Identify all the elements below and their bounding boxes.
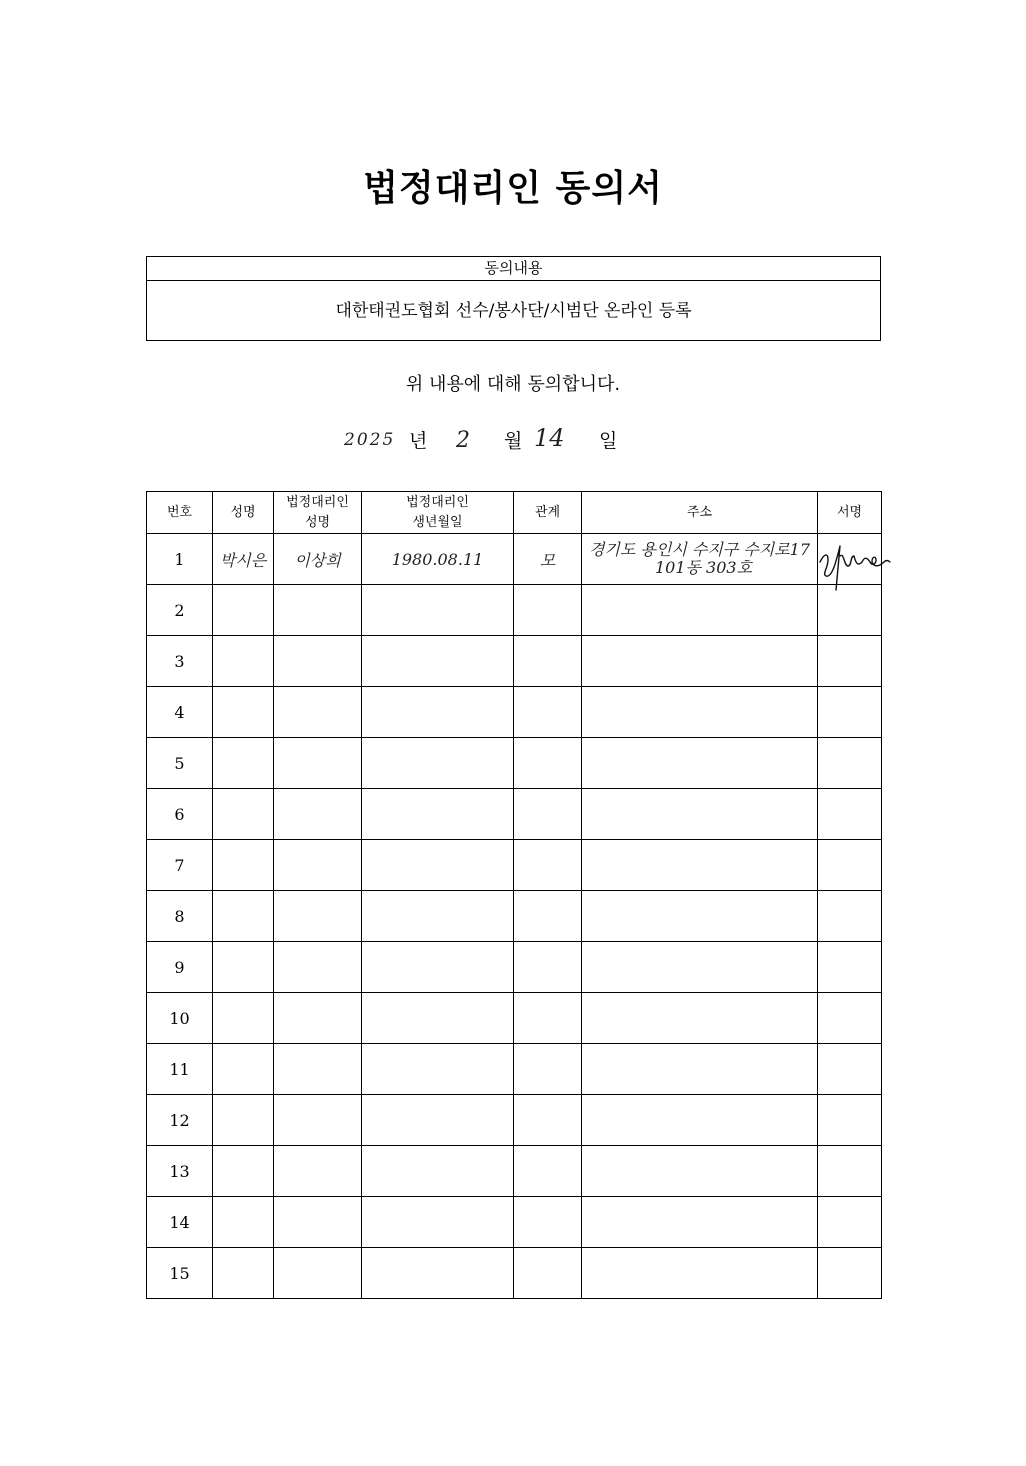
row-no: 1 (147, 534, 213, 585)
row-name: 박시은 (213, 534, 274, 585)
row-no: 8 (147, 891, 213, 942)
table-row (147, 1044, 882, 1095)
row-no: 14 (147, 1197, 213, 1248)
row-address (582, 534, 818, 585)
header-signature: 서명 (818, 492, 882, 534)
date-month-label: 월 (504, 430, 523, 452)
agree-statement: 위 내용에 대해 동의합니다. (405, 374, 621, 395)
table-row (147, 1095, 882, 1146)
table-row (147, 738, 882, 789)
table-row (147, 1146, 882, 1197)
date-year-label: 년 (409, 430, 428, 452)
table-row (147, 1248, 882, 1299)
row-no: 12 (147, 1095, 213, 1146)
row-no: 2 (147, 585, 213, 636)
document-title: 법정대리인 동의서 (363, 168, 663, 209)
table-row (147, 687, 882, 738)
header-guardian-name (274, 492, 362, 534)
row-no: 4 (147, 687, 213, 738)
consent-header: 동의내용 (147, 257, 880, 281)
header-address: 주소 (582, 492, 818, 534)
handwritten-signature-icon (814, 532, 894, 594)
row-address-line2: 101동 303호 (654, 558, 753, 577)
table-row (147, 942, 882, 993)
table-row (147, 534, 882, 585)
date-month: 2 (456, 428, 470, 453)
row-no: 15 (147, 1248, 213, 1299)
header-guardian-name-line1: 법정대리인 (286, 494, 349, 510)
row-no: 7 (147, 840, 213, 891)
table-row (147, 993, 882, 1044)
row-guardian-name: 이상희 (274, 534, 362, 585)
date-day: 14 (534, 424, 565, 452)
table-row (147, 636, 882, 687)
table-row (147, 891, 882, 942)
row-no: 11 (147, 1044, 213, 1095)
date-year: 2025 (344, 430, 396, 450)
row-no: 3 (147, 636, 213, 687)
table-row (147, 585, 882, 636)
header-guardian-birth-line1: 법정대리인 (406, 494, 469, 510)
row-relation: 모 (514, 534, 582, 585)
row-address-line1: 경기도 용인시 수지구 수지로17 (588, 540, 811, 559)
row-no: 6 (147, 789, 213, 840)
date-row (0, 422, 1026, 462)
header-relation: 관계 (514, 492, 582, 534)
consent-body: 대한태권도협회 선수/봉사단/시범단 온라인 등록 (335, 301, 692, 321)
row-signature (818, 534, 882, 585)
registration-table (146, 491, 882, 1299)
row-no: 13 (147, 1146, 213, 1197)
header-no: 번호 (147, 492, 213, 534)
table-row (147, 789, 882, 840)
row-no: 10 (147, 993, 213, 1044)
table-row (147, 1197, 882, 1248)
header-name: 성명 (213, 492, 274, 534)
date-day-label: 일 (599, 430, 618, 452)
table-header-row (147, 492, 882, 534)
header-guardian-birth-line2: 생년월일 (412, 514, 463, 530)
header-guardian-name-line2: 성명 (304, 514, 331, 530)
row-no: 5 (147, 738, 213, 789)
header-guardian-birth (362, 492, 514, 534)
table-row (147, 840, 882, 891)
consent-box (146, 256, 881, 341)
row-guardian-birth: 1980.08.11 (362, 534, 514, 585)
row-no: 9 (147, 942, 213, 993)
